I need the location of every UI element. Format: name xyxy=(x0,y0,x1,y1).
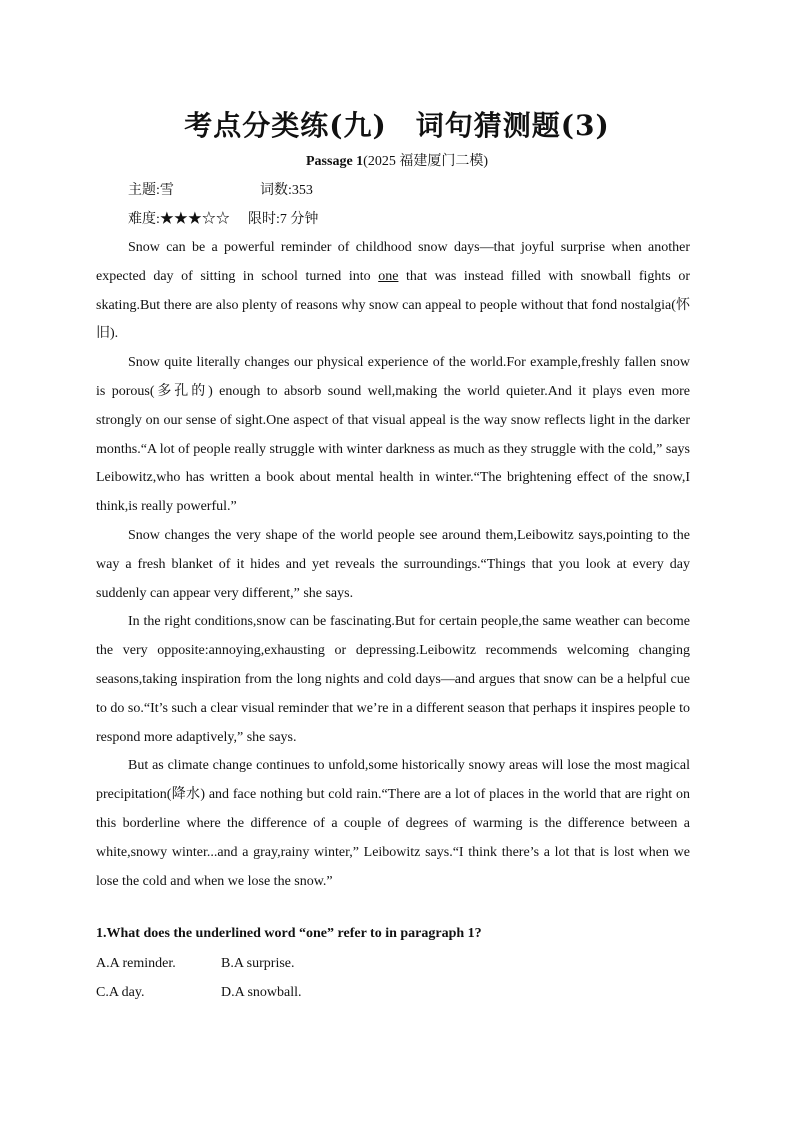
meta-row-2 xyxy=(128,208,318,228)
paragraph-3: Snow changes the very shape of the world people see around them,Leibowitz says,pointing to the way a fresh blanket of it hides and yet reveals the surroundings.“Things that you look at every day suddenly can appear very different,” she says. xyxy=(96,527,690,601)
option-b: B.A surprise. xyxy=(221,956,295,971)
meta-row-1 xyxy=(128,179,313,199)
paragraph-2: Snow quite literally changes our physical experience of the world.For example,freshly fallen snow is porous(多孔的) enough to absorb sound well,making the world quieter.And it plays even more strongly on our sense of sight.One aspect of that visual appeal is the way snow reflects light in the darker months.“A lot of people really struggle with winter darkness as much as they struggle with the cold,” says Leibowitz,who has written a book about mental health in winter.“The brightening effect of the snow,I think,is really powerful.” xyxy=(96,355,690,515)
passage-label: Passage 1 xyxy=(306,154,364,169)
underlined-word: one xyxy=(378,268,399,284)
passage-heading xyxy=(0,150,794,170)
time-limit: 限时:7 分钟 xyxy=(248,212,319,227)
paragraph-4: In the right conditions,snow can be fascinating.But for certain people,the same weather can become the very opposite:annoying,exhausting or depressing.Leibowitz recommends welcoming changing seasons,taking inspiration from the long nights and cold days—and argues that snow can be a helpful cue to do so.“It’s such a clear visual reminder that we’re in a different season that perhaps it inspires people to respond more adaptively,” she says. xyxy=(96,614,690,745)
options-row-1 xyxy=(96,956,295,972)
paragraph-5: But as climate change continues to unfold,some historically snowy areas will lose the most magical precipitation(降水) and face nothing but cold rain.“There are a lot of places in the world that are right on this borderline where the difference of a couple of degrees of warming is the difference between a white,snowy winter...and a gray,rainy winter,” Leibowitz says.“I think there’s a lot that is lost when we lose the cold and when we lose the snow.” xyxy=(96,758,690,889)
word-count: 词数:353 xyxy=(260,183,313,198)
question-1: 1.What does the underlined word “one” refer to in paragraph 1? xyxy=(96,926,482,941)
passage-source: (2025 福建厦门二模) xyxy=(363,154,488,169)
passage-body xyxy=(96,234,690,896)
option-a: A.A reminder. xyxy=(96,956,176,971)
options-row-2 xyxy=(96,985,302,1001)
option-d: D.A snowball. xyxy=(221,985,302,1000)
difficulty-rating: 难度:★★★☆☆ xyxy=(128,212,230,227)
option-c: C.A day. xyxy=(96,985,145,1000)
page-title: 考点分类练(九) 词句猜测题(3) xyxy=(184,109,610,142)
paragraph-1: Snow can be a powerful reminder of childhood snow days—that joyful surprise when another expected day of sitting in school turned into one that was instead filled with snowball fights or skating.But there are also plenty of reasons why snow can appeal to people without that fond nostalgia(怀旧). xyxy=(96,240,690,342)
topic-label: 主题:雪 xyxy=(128,183,174,198)
